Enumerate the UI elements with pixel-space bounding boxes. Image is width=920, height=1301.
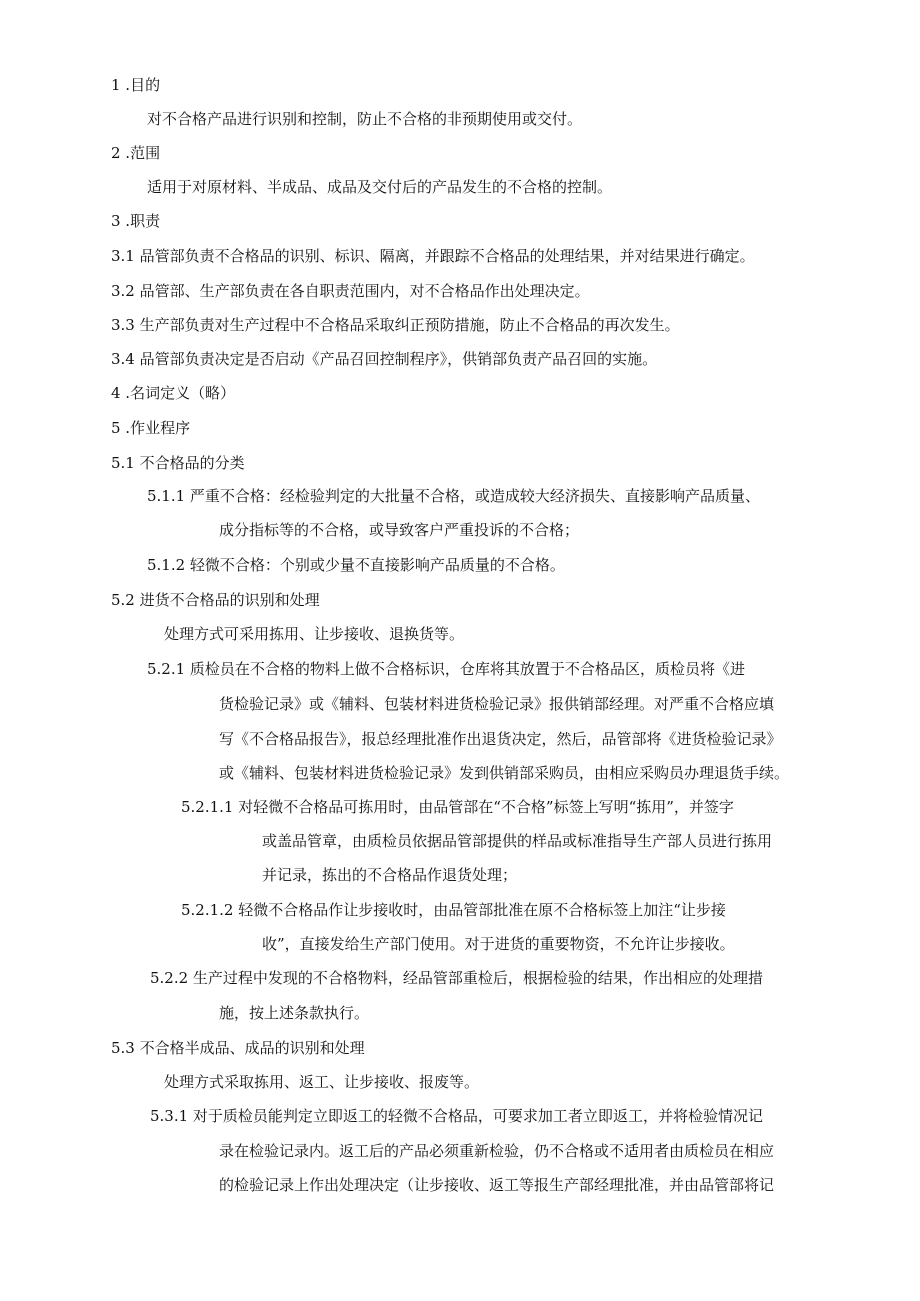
paragraph-line: 或盖品管章，由质检员依据品管部提供的样品或标准指导生产部人员进行拣用 bbox=[262, 832, 773, 850]
paragraph-line: 5.2.2 生产过程中发现的不合格物料，经品管部重检后，根据检验的结果，作出相应的处理措 bbox=[150, 969, 763, 987]
paragraph-line: 3.2 品管部、生产部负责在各自职责范围内，对不合格品作出处理决定。 bbox=[111, 282, 590, 300]
subsection-heading: 5.2 进货不合格品的识别和处理 bbox=[111, 591, 320, 609]
paragraph-line: 5.1.2 轻微不合格：个别或少量不直接影响产品质量的不合格。 bbox=[147, 556, 565, 574]
paragraph-line: 或《辅料、包装材料进货检验记录》发到供销部采购员，由相应采购员办理退货手续。 bbox=[219, 764, 790, 782]
paragraph-line: 对不合格产品进行识别和控制，防止不合格的非预期使用或交付。 bbox=[147, 110, 583, 128]
paragraph-line: 5.2.1 质检员在不合格的物料上做不合格标识，仓库将其放置于不合格品区，质检员将《进 bbox=[147, 660, 745, 678]
paragraph-line: 5.2.1.1 对轻微不合格品可拣用时，由品管部在“不合格”标签上写明“拣用”，并签字 bbox=[181, 798, 734, 816]
section-heading: 2 .范围 bbox=[111, 144, 161, 162]
section-heading: 5 .作业程序 bbox=[111, 419, 191, 437]
section-heading: 4 .名词定义（略） bbox=[111, 384, 236, 402]
paragraph-line: 成分指标等的不合格，或导致客户严重投诉的不合格； bbox=[219, 521, 580, 539]
paragraph-line: 5.1.1 严重不合格：经检验判定的大批量不合格，或造成较大经济损失、直接影响产品质量、 bbox=[147, 487, 760, 505]
subsection-heading: 5.1 不合格品的分类 bbox=[111, 454, 245, 472]
paragraph-line: 货检验记录》或《辅料、包装材料进货检验记录》报供销部经理。对严重不合格应填 bbox=[219, 695, 775, 713]
section-heading: 3 .职责 bbox=[111, 212, 161, 230]
paragraph-line: 并记录，拣出的不合格品作退货处理； bbox=[262, 866, 518, 884]
paragraph-line: 5.3.1 对于质检员能判定立即返工的轻微不合格品，可要求加工者立即返工，并将检验情况记 bbox=[150, 1107, 763, 1125]
paragraph-line: 录在检验记录内。返工后的产品必须重新检验，仍不合格或不适用者由质检员在相应 bbox=[219, 1142, 775, 1160]
paragraph-line: 的检验记录上作出处理决定（让步接收、返工等报生产部经理批准，并由品管部将记 bbox=[219, 1176, 775, 1194]
subsection-heading: 5.3 不合格半成品、成品的识别和处理 bbox=[111, 1039, 365, 1057]
paragraph-line: 处理方式可采用拣用、让步接收、退换货等。 bbox=[164, 625, 465, 643]
paragraph-line: 写《不合格品报告》，报总经理批准作出退货决定，然后，品管部将《进货检验记录》 bbox=[219, 730, 782, 748]
paragraph-line: 处理方式采取拣用、返工、让步接收、报废等。 bbox=[164, 1073, 480, 1091]
paragraph-line: 3.3 生产部负责对生产过程中不合格品采取纠正预防措施，防止不合格品的再次发生。 bbox=[111, 316, 680, 334]
section-heading: 1 .目的 bbox=[111, 76, 161, 94]
paragraph-line: 收”，直接发给生产部门使用。对于进货的重要物资，不允许让步接收。 bbox=[262, 935, 735, 953]
paragraph-line: 施，按上述条款执行。 bbox=[219, 1004, 370, 1022]
paragraph-line: 适用于对原材料、半成品、成品及交付后的产品发生的不合格的控制。 bbox=[147, 178, 613, 196]
paragraph-line: 5.2.1.2 轻微不合格品作让步接收时，由品管部批准在原不合格标签上加注“让步接 bbox=[181, 901, 726, 919]
paragraph-line: 3.4 品管部负责决定是否启动《产品召回控制程序》，供销部负责产品召回的实施。 bbox=[111, 350, 658, 368]
paragraph-line: 3.1 品管部负责不合格品的识别、标识、隔离，并跟踪不合格品的处理结果，并对结果进行确定。 bbox=[111, 247, 755, 265]
